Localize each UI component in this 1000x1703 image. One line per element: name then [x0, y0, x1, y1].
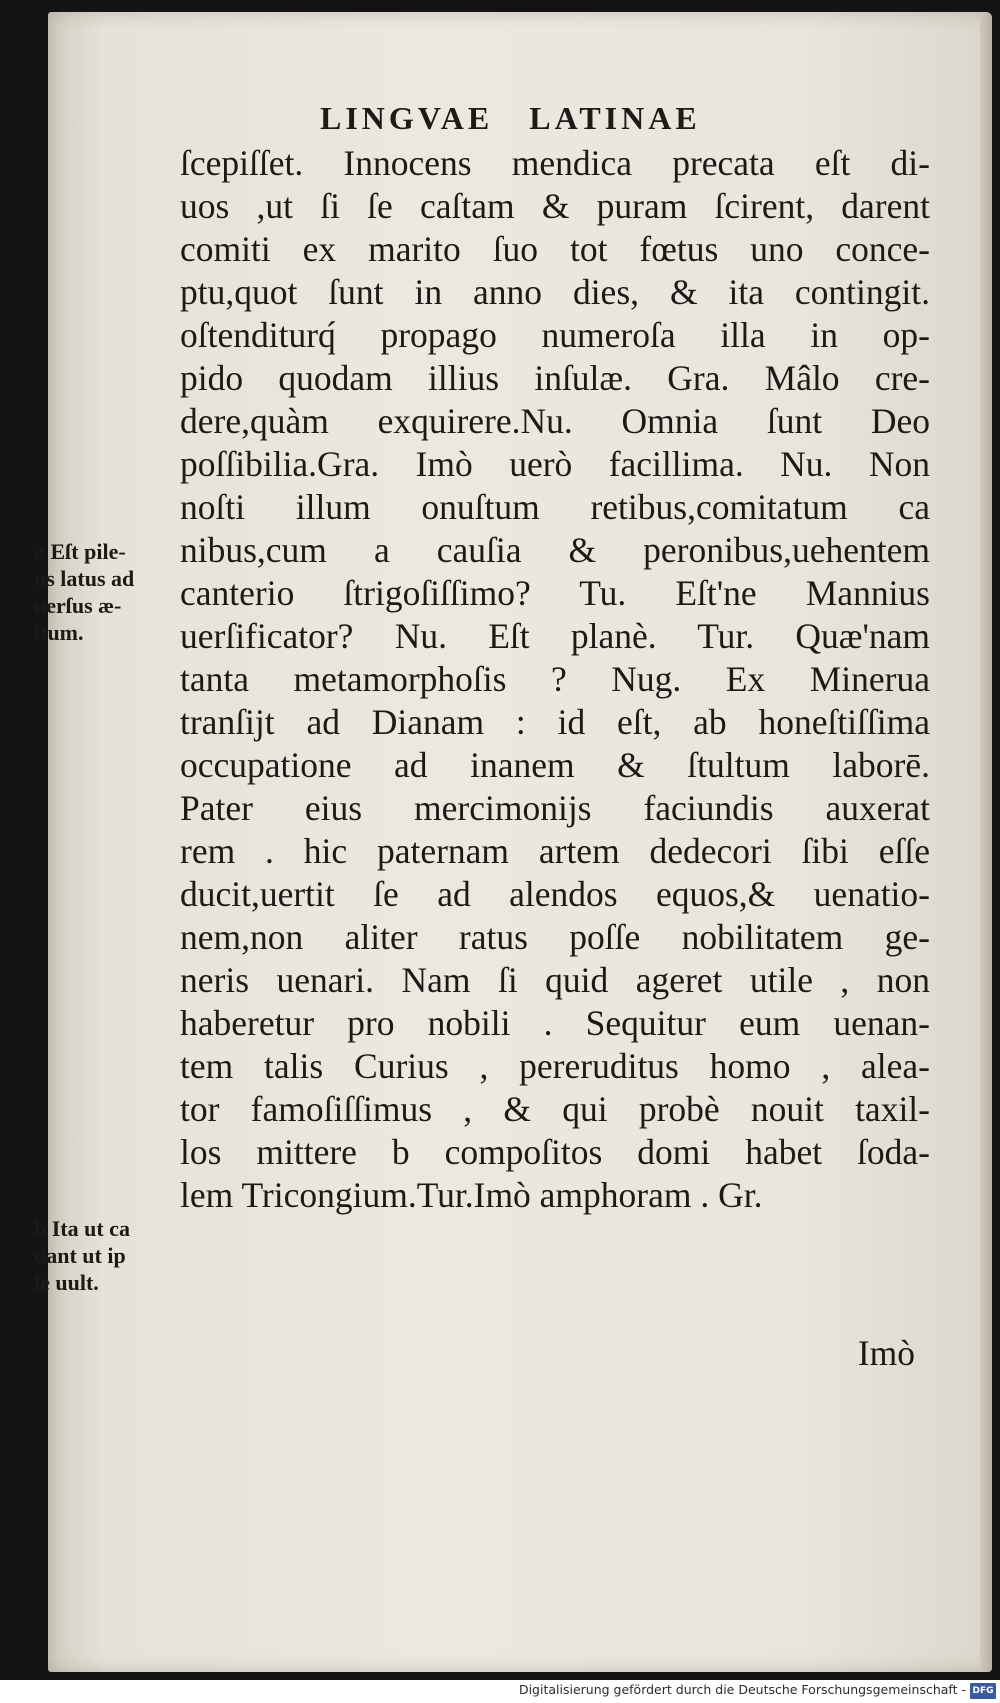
dfg-logo-icon: DFG [970, 1683, 996, 1699]
text-line: los mittere b compoſitos domi habet ſoda- [180, 1132, 930, 1172]
text-line: haberetur pro nobili . Sequitur eum uenan- [180, 1003, 930, 1043]
marginal-note-line: ſtum. [34, 620, 84, 645]
marginal-note-b [34, 1215, 194, 1296]
main-text-block [180, 142, 930, 1217]
running-head-word-2: LATINAE [529, 100, 701, 136]
text-line: ducit,uertit ſe ad alendos equos,& uenatio- [180, 874, 930, 914]
text-line: uos ,ut ſi ſe caſtam & puram ſcirent, darent [180, 186, 930, 226]
page-edge [980, 12, 992, 1672]
text-line: poſſibilia.Gra. Imò uerò facillima. Nu. Non [180, 444, 930, 484]
text-line: oſtenditurq́ propago numeroſa illa in op- [180, 315, 930, 355]
text-line: nibus,cum a cauſia & peronibus,uehentem [180, 530, 930, 570]
marginal-note-line: b Ita ut ca [34, 1216, 130, 1241]
marginal-note-line: dant ut ip [34, 1243, 126, 1268]
catchword: Imò [857, 1333, 915, 1373]
text-line: nem,non aliter ratus poſſe nobilitatem ge- [180, 917, 930, 957]
footer-bar [0, 1680, 1000, 1703]
text-line: occupatione ad inanem & ſtultum laborē. [180, 745, 930, 785]
marginal-note-line: a Eſt pile- [34, 539, 126, 564]
text-line: tem talis Curius , pereruditus homo , alea- [180, 1046, 930, 1086]
running-head-word-1: LINGVAE [320, 100, 494, 136]
text-line: neris uenari. Nam ſi quid ageret utile , non [180, 960, 930, 1000]
text-line: Pater eius mercimonijs faciundis auxerat [180, 788, 930, 828]
text-line: uerſificator? Nu. Eſt planè. Tur. Quæ'nam [180, 616, 930, 656]
text-line: noſti illum onuſtum retibus,comitatum ca [180, 487, 930, 527]
text-line: comiti ex marito ſuo tot fœtus uno conce- [180, 229, 930, 269]
marginal-note-line: ſe uult. [34, 1270, 99, 1295]
marginal-note-line: uerſus æ- [34, 593, 122, 618]
text-line: lem Tricongium.Tur.Imò amphoram . Gr. [180, 1175, 763, 1215]
text-line: dere,quàm exquirere.Nu. Omnia ſunt Deo [180, 401, 930, 441]
text-line: ptu,quot ſunt in anno dies, & ita contingit. [180, 272, 930, 312]
text-line: ſcepiſſet. Innocens mendica precata eſt di- [180, 143, 930, 183]
text-line: pido quodam illius inſulæ. Gra. Mâlo cre- [180, 358, 930, 398]
marginal-note-a [34, 538, 194, 646]
text-line: tanta metamorphoſis ? Nug. Ex Minerua [180, 659, 930, 699]
text-line: rem . hic paternam artem dedecori ſibi eſſe [180, 831, 930, 871]
funding-credit: Digitalisierung gefördert durch die Deutsche Forschungsgemeinschaft - [518, 1682, 966, 1697]
running-head [320, 100, 701, 137]
marginal-note-line: us latus ad [34, 566, 135, 591]
text-line: tor famoſiſſimus , & qui probè nouit taxil- [180, 1089, 930, 1129]
text-line: canterio ſtrigoſiſſimo? Tu. Eſt'ne Mannius [180, 573, 930, 613]
text-line: tranſijt ad Dianam : id eſt, ab honeſtiſſima [180, 702, 930, 742]
